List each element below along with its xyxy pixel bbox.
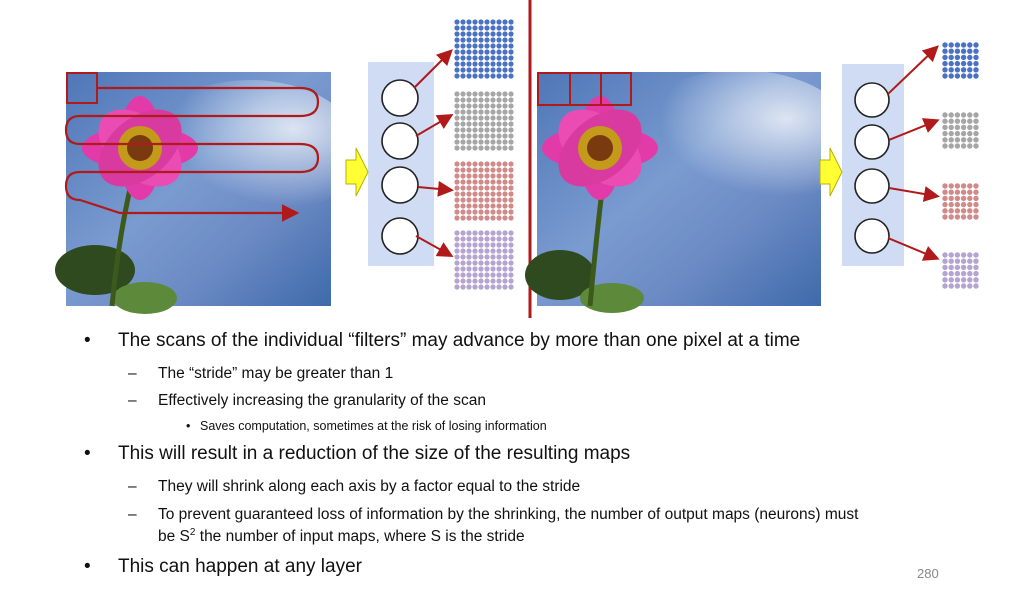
bullet-mark: • xyxy=(84,443,91,464)
superscript: 2 xyxy=(189,527,196,538)
feature-map-gray-strided xyxy=(942,112,978,148)
bullet-3: This can happen at any layer xyxy=(118,556,362,577)
output-maps-left xyxy=(454,19,513,289)
feature-map-purple xyxy=(454,230,513,289)
bullet-2-sub-2-line-2 xyxy=(158,527,525,546)
bullet-mark: • xyxy=(84,330,91,351)
bullet-2-sub-1: They will shrink along each axis by a factor equal to the stride xyxy=(158,478,581,495)
bullet-1-sub-2: Effectively increasing the granularity of the scan xyxy=(158,392,486,409)
flower-photo-right xyxy=(525,70,855,313)
feature-map-purple-strided xyxy=(942,252,978,288)
feature-map-blue-strided xyxy=(942,42,978,78)
page-number: 280 xyxy=(917,566,939,581)
bullet-2-sub-2-line-1: To prevent guaranteed loss of information by the shrinking, the number of output maps (neurons) must xyxy=(158,506,859,523)
text-fragment: be S xyxy=(158,528,190,546)
flower-photo-left xyxy=(55,72,360,314)
bullet-2: This will result in a reduction of the size of the resulting maps xyxy=(118,443,631,464)
bullet-1-sub-2-sub-1: Saves computation, sometimes at the risk of losing information xyxy=(200,419,547,433)
feature-map-red xyxy=(454,161,513,220)
dot-mark: • xyxy=(186,419,191,433)
dash-mark: – xyxy=(128,392,137,409)
output-maps-right xyxy=(942,42,978,288)
bullet-mark: • xyxy=(84,556,91,577)
bullet-1-sub-1: The “stride” may be greater than 1 xyxy=(158,365,394,382)
bullet-1: The scans of the individual “filters” may advance by more than one pixel at a time xyxy=(118,330,801,351)
feature-map-red-strided xyxy=(942,183,978,219)
feature-map-blue xyxy=(454,19,513,78)
dash-mark: – xyxy=(128,365,137,382)
dash-mark: – xyxy=(128,506,137,523)
feature-map-gray xyxy=(454,91,513,150)
text-fragment: the number of input maps, where S is the stride xyxy=(195,528,525,546)
dash-mark: – xyxy=(128,478,137,495)
